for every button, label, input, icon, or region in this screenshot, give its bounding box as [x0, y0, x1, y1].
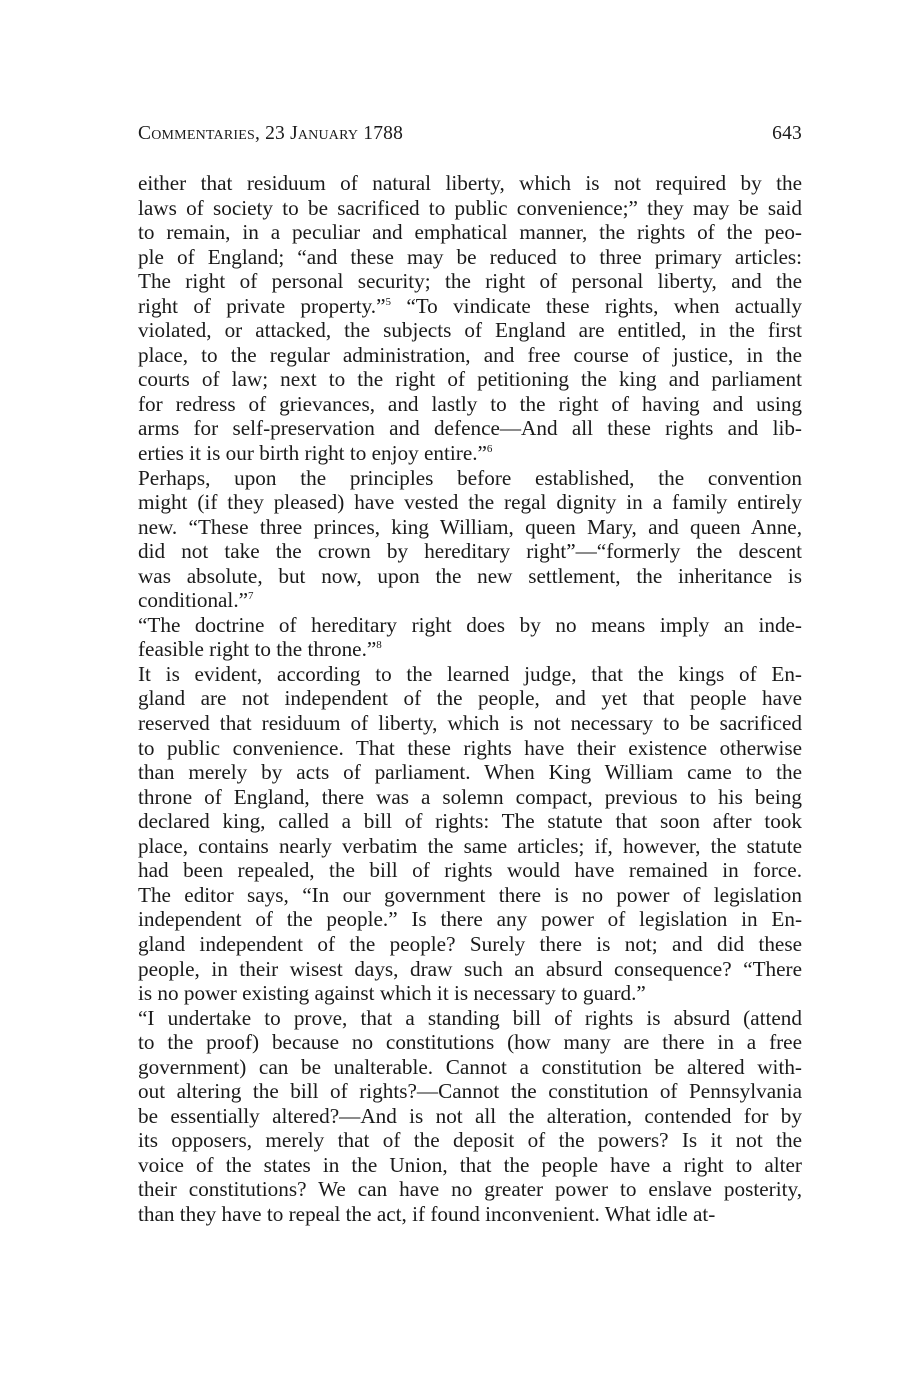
text-line: government) can be unalterable. Cannot a constitution be altered with-	[138, 1054, 802, 1079]
text-line: ple of England; “and these may be reduced to three primary articles:	[138, 244, 802, 269]
text-line: arms for self-preservation and defence—And all these rights and lib-	[138, 416, 802, 441]
text-line: did not take the crown by hereditary right”—“formerly the descent	[138, 539, 802, 564]
text-line: voice of the states in the Union, that the people have a right to alter	[138, 1152, 802, 1177]
text-line: than they have to repeal the act, if found inconvenient. What idle at-	[138, 1201, 716, 1226]
text-line: laws of society to be sacrificed to public convenience;” they may be said	[138, 195, 802, 220]
text-line: place, contains nearly verbatim the same articles; if, however, the statute	[138, 833, 802, 858]
text-line: “The doctrine of hereditary right does by no means imply an inde-	[138, 612, 802, 637]
text-line: The editor says, “In our government there is no power of legislation	[138, 882, 802, 907]
text-line: their constitutions? We can have no greater power to enslave posterity,	[138, 1177, 802, 1202]
text-line: “I undertake to prove, that a standing bill of rights is absurd (attend	[138, 1005, 802, 1030]
text-line: had been repealed, the bill of rights would have remained in force.	[138, 858, 802, 883]
text-line: gland independent of the people? Surely there is not; and did these	[138, 931, 802, 956]
text-line: was absolute, but now, upon the new settlement, the inheritance is	[138, 563, 802, 588]
text-line: violated, or attacked, the subjects of England are entitled, in the first	[138, 318, 802, 343]
text-line: people, in their wisest days, draw such an absurd consequence? “There	[138, 956, 802, 981]
footnote-ref: 8	[376, 639, 382, 652]
text-line: for redress of grievances, and lastly to the right of having and using	[138, 391, 802, 416]
text-line: might (if they pleased) have vested the regal dignity in a family entirely	[138, 490, 802, 515]
text-line: than merely by acts of parliament. When King William came to the	[138, 760, 802, 785]
running-head	[138, 123, 802, 145]
text-line: independent of the people.” Is there any power of legislation in En-	[138, 907, 802, 932]
body-text	[138, 171, 802, 1227]
text-line: feasible right to the throne.”$^8$	[138, 637, 382, 662]
text-line: new. “These three princes, king William, queen Mary, and queen Anne,	[138, 514, 802, 539]
text-line: conditional.”$^7$	[138, 588, 254, 613]
text-line: place, to the regular administration, and free course of justice, in the	[138, 342, 802, 367]
text-line: out altering the bill of rights?—Cannot the constitution of Pennsylvania	[138, 1079, 802, 1104]
text-line: its opposers, merely that of the deposit of the powers? Is it not the	[138, 1128, 802, 1153]
text-line: be essentially altered?—And is not all the alteration, contended for by	[138, 1103, 802, 1128]
text-line: gland are not independent of the people, and yet that people have	[138, 686, 802, 711]
text-line: to public convenience. That these rights have their existence otherwise	[138, 735, 802, 760]
text-line: either that residuum of natural liberty, which is not required by the	[138, 171, 802, 195]
footnote-ref: 5	[385, 295, 392, 308]
text-line: declared king, called a bill of rights: The statute that soon after took	[138, 809, 802, 834]
paragraph	[138, 1006, 802, 1227]
text-line: courts of law; next to the right of petitioning the king and parliament	[138, 367, 802, 392]
text-line: reserved that residuum of liberty, which is not necessary to be sacrificed	[138, 711, 802, 736]
footnote-ref: 7	[248, 590, 254, 603]
paragraph	[138, 466, 802, 613]
paragraph	[138, 662, 802, 1006]
text-line: to remain, in a peculiar and emphatical manner, the rights of the peo-	[138, 220, 802, 245]
text-line: is no power existing against which it is necessary to guard.”	[138, 981, 646, 1006]
text-line: Perhaps, upon the principles before established, the convention	[138, 465, 802, 490]
text-line: The right of personal security; the right of personal liberty, and the	[138, 269, 802, 294]
running-head-title: Commentaries, 23 January 1788	[138, 123, 404, 144]
page-number: 643	[772, 123, 802, 144]
paragraph	[138, 613, 802, 662]
text-line: It is evident, according to the learned judge, that the kings of En-	[138, 661, 802, 686]
paragraph	[138, 171, 802, 466]
text-line: right of private property.”$^5$ “To vindicate these rights, when actually	[138, 293, 802, 318]
footnote-ref: 6	[486, 443, 493, 456]
text-line: to the proof) because no constitutions (how many are there in a free	[138, 1030, 802, 1055]
text-line: erties it is our birth right to enjoy entire.”$^6$	[138, 441, 493, 466]
text-line: throne of England, there was a solemn compact, previous to his being	[138, 784, 802, 809]
